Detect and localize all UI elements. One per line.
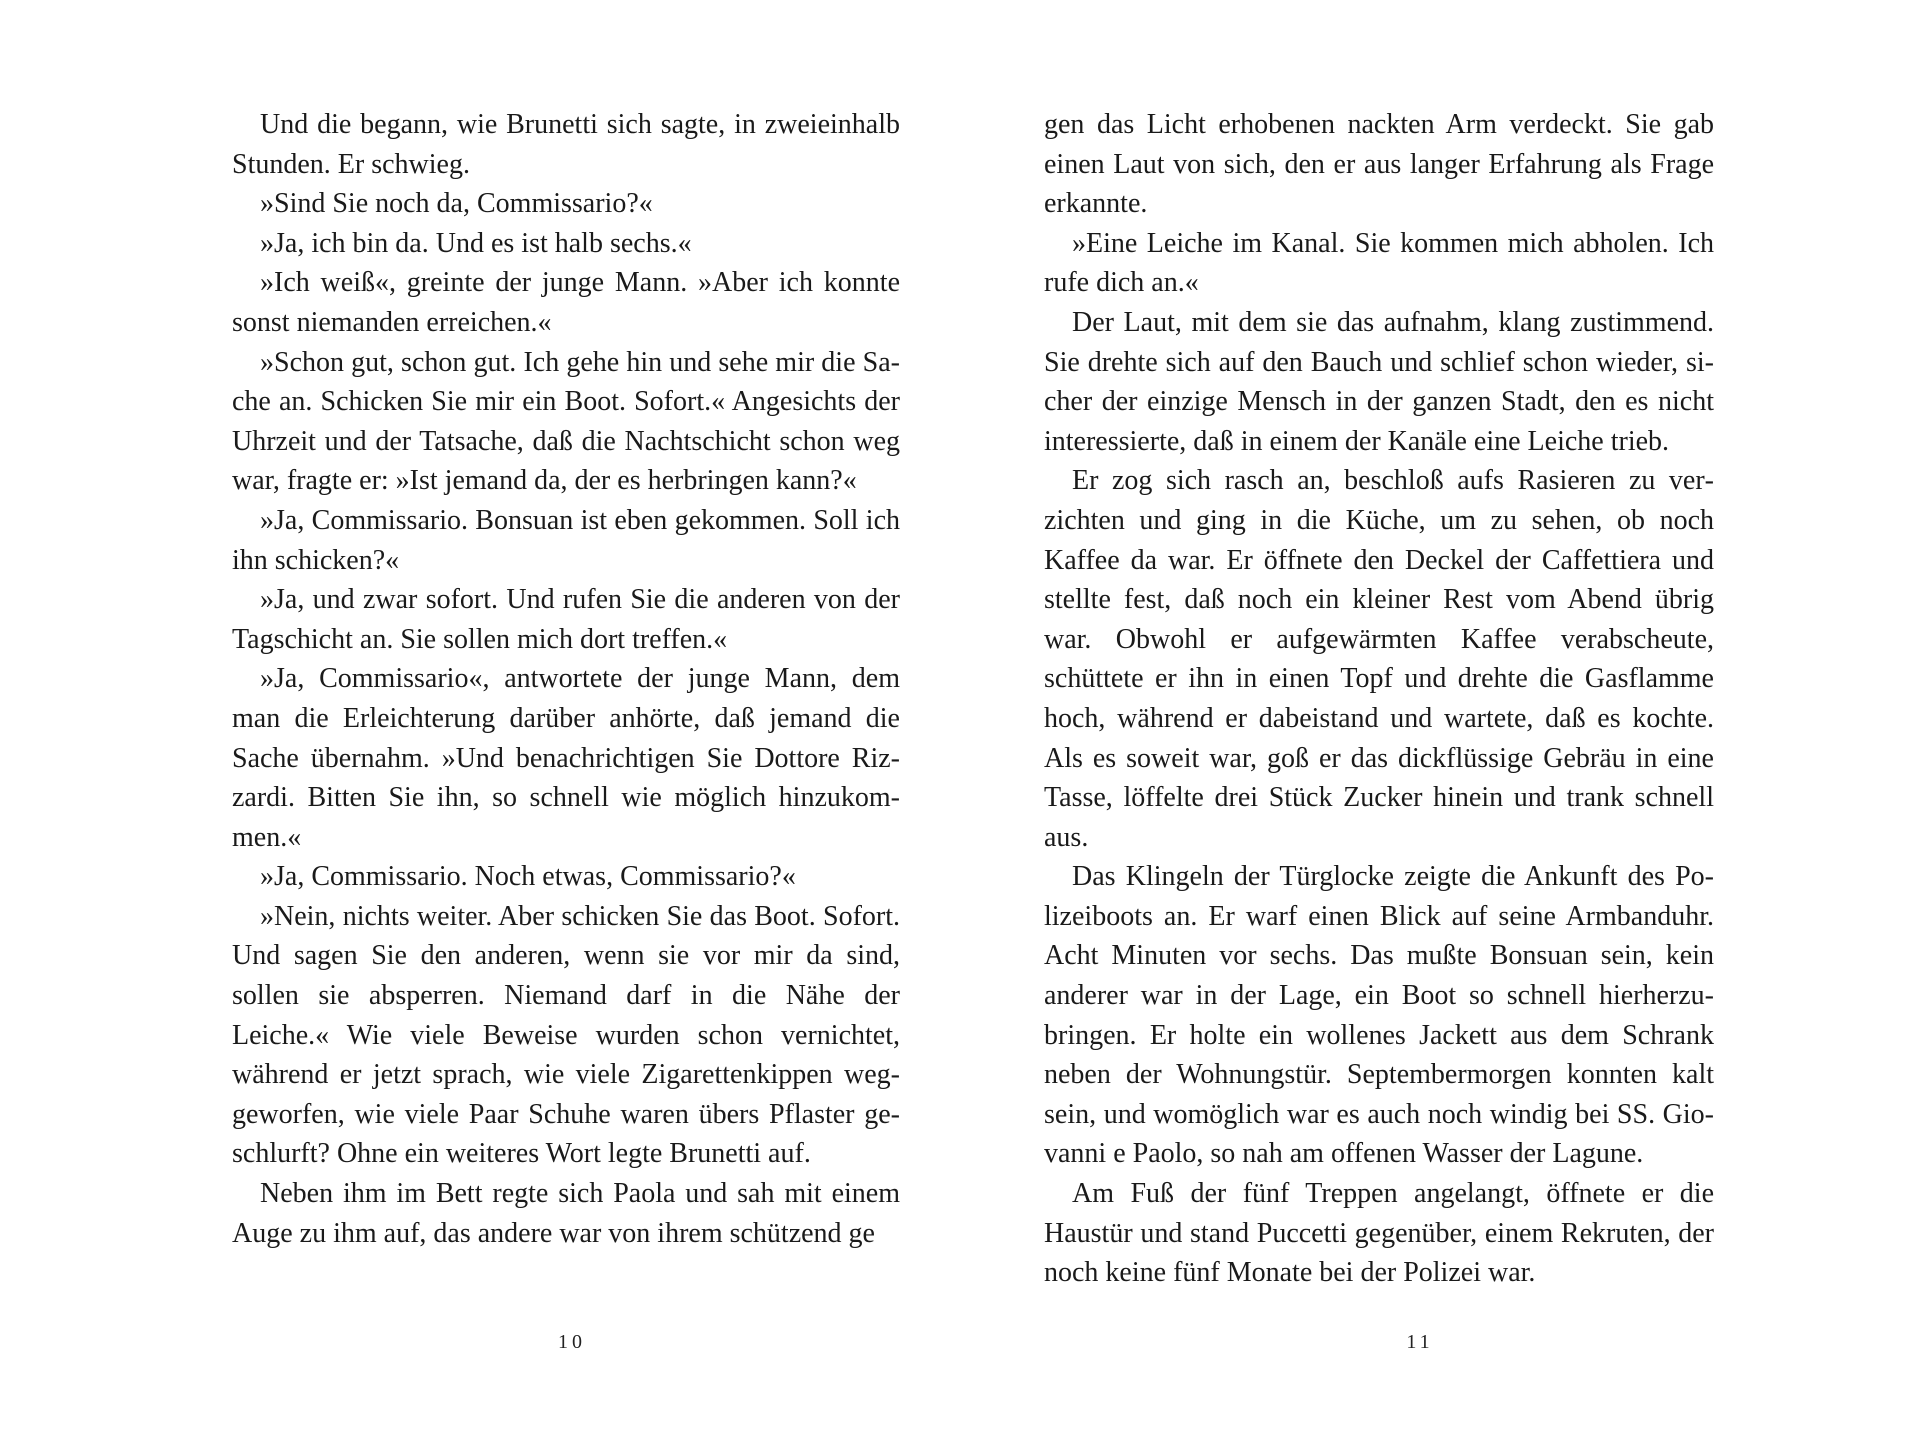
right-page: [958, 0, 1917, 1432]
left-page: [0, 0, 958, 1432]
paragraph: »Sind Sie noch da, Commissario?«: [260, 188, 653, 220]
paragraph: »Nein, nichts weiter. Aber schicken Sie das Boot. Sofort. Und sagen Sie den anderen, wenn sie vor mir da sind, sollen sie absperren. Niemand darf in die Nähe der Leiche.« Wie viele Beweise wurden schon vernichtet, während er jetzt sprach, wie viele Zigarettenkippen weggeworfen, wie viele Paar Schuhe waren übers Pflaster geschlurft? Ohne ein weiteres Wort legte Brunetti auf.: [232, 900, 900, 1170]
paragraph: Am Fuß der fünf Treppen angelangt, öffnete er die Haustür und stand Puccetti gegenüber, einem Rekruten, der noch keine fünf Monate bei der Polizei war.: [1044, 1178, 1714, 1289]
paragraph: »Ja, Commissario. Noch etwas, Commissario?«: [260, 861, 796, 893]
paragraph: »Eine Leiche im Kanal. Sie kommen mich abholen. Ich rufe dich an.«: [1044, 227, 1714, 299]
paragraph: »Ja, und zwar sofort. Und rufen Sie die anderen von der Tagschicht an. Sie sollen mich dort treffen.«: [232, 584, 900, 655]
left-page-text: [232, 105, 900, 1253]
page-number: 10: [558, 1331, 586, 1353]
paragraph: Der Laut, mit dem sie das aufnahm, klang zustimmend. Sie drehte sich auf den Bauch und schlief schon wieder, sicher der einzige Mensch in der ganzen Stadt, den es nicht interessierte, daß in einem der Kanäle eine Leiche trieb.: [1044, 306, 1714, 457]
paragraph: »Schon gut, schon gut. Ich gehe hin und sehe mir die Sache an. Schicken Sie mir ein Boot. Sofort.« Angesichts der Uhrzeit und der Tatsache, daß die Nachtschicht schon weg war, fragte er: »Ist jemand da, der es herbringen kann?«: [232, 346, 900, 497]
paragraph: Neben ihm im Bett regte sich Paola und sah mit einem Auge zu ihm auf, das andere war von ihrem schützend ge: [232, 1178, 900, 1249]
page-number: 11: [1406, 1331, 1434, 1353]
right-page-text: [1044, 105, 1714, 1293]
paragraph: Und die begann, wie Brunetti sich sagte, in zweieinhalb Stunden. Er schwieg.: [232, 109, 900, 180]
paragraph: Er zog sich rasch an, beschloß aufs Rasieren zu verzichten und ging in die Küche, um zu sehen, ob noch Kaffee da war. Er öffnete den Deckel der Caffettiera und stellte fest, daß noch ein kleiner Rest vom Abend übrig war. Obwohl er aufgewärmten Kaffee verabscheute, schüttete er ihn in einen Topf und drehte die Gasflamme hoch, während er dabeistand und wartete, daß es kochte. Als es soweit war, goß er das dickflüssige Gebräu in eine Tasse, löffelte drei Stück Zucker hinein und trank schnell aus.: [1044, 465, 1714, 853]
paragraph: »Ja, Commissario«, antwortete der junge Mann, dem man die Erleichterung darüber anhörte, daß jemand die Sache übernahm. »Und benachrichtigen Sie Dottore Rizzardi. Bitten Sie ihn, so schnell wie möglich hinzukommen.«: [232, 663, 900, 853]
paragraph: »Ja, ich bin da. Und es ist halb sechs.«: [260, 227, 692, 259]
paragraph: »Ich weiß«, greinte der junge Mann. »Aber ich konnte sonst niemanden erreichen.«: [232, 267, 900, 338]
paragraph: »Ja, Commissario. Bonsuan ist eben gekommen. Soll ich ihn schicken?«: [232, 504, 900, 576]
paragraph: Das Klingeln der Türglocke zeigte die Ankunft des Polizeiboots an. Er warf einen Blick auf seine Armbanduhr. Acht Minuten vor sechs. Das mußte Bonsuan sein, kein anderer war in der Lage, ein Boot so schnell hierherzubringen. Er holte ein wollenes Jackett aus dem Schrank neben der Wohnungstür. Septembermorgen konnten kalt sein, und womöglich war es auch noch windig bei SS. Giovanni e Paolo, so nah am offenen Wasser der Lagune.: [1044, 861, 1714, 1170]
paragraph: gen das Licht erhobenen nackten Arm verdeckt. Sie gab einen Laut von sich, den er aus langer Erfahrung als Frage erkannte.: [1044, 109, 1714, 220]
